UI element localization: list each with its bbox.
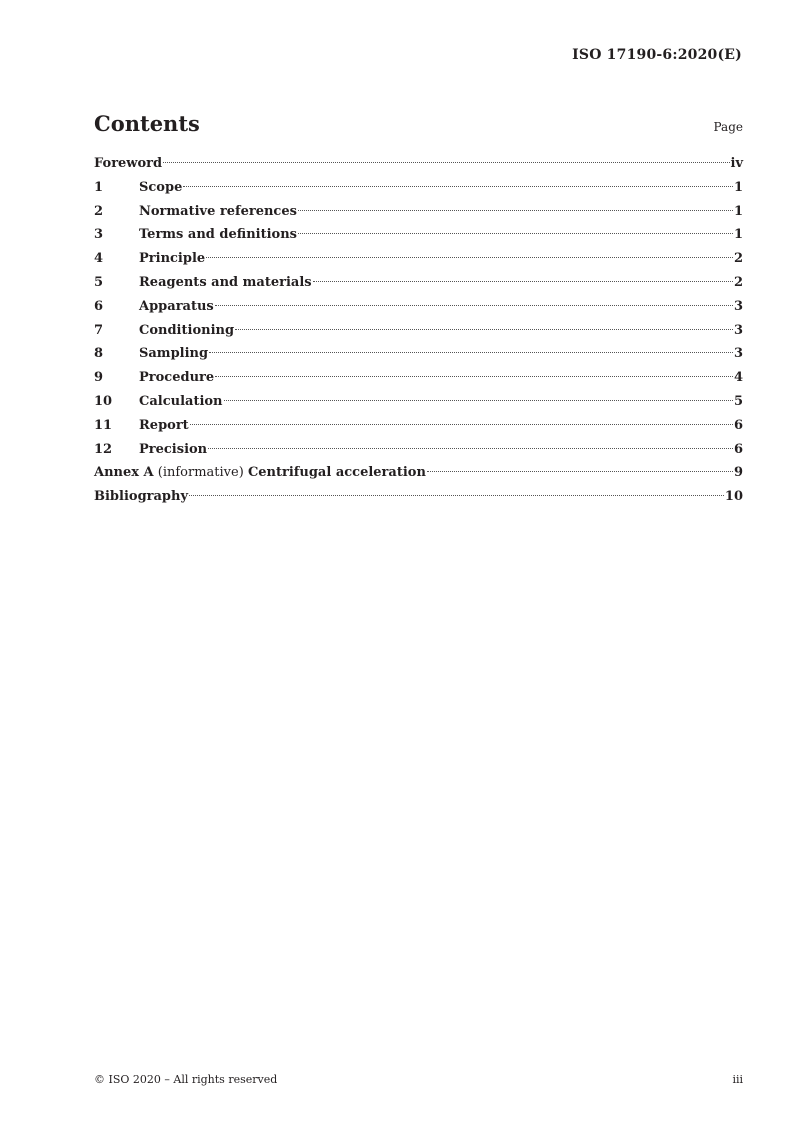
dot-leader xyxy=(298,232,733,234)
toc-entry-sampling[interactable] xyxy=(94,344,743,368)
document-identifier: ISO 17190-6:2020(E) xyxy=(572,47,742,63)
toc-entry-number: 2 xyxy=(94,203,104,219)
toc-entry-terms-and-definitions[interactable] xyxy=(94,225,743,249)
table-of-contents xyxy=(94,154,743,511)
toc-entry-page: 3 xyxy=(733,346,743,362)
toc-entry-scope[interactable] xyxy=(94,178,743,202)
toc-entry-page: 2 xyxy=(733,274,743,290)
dot-leader xyxy=(189,494,724,496)
toc-entry-page: 3 xyxy=(733,322,743,338)
dot-leader xyxy=(215,304,733,306)
toc-entry-page: 10 xyxy=(724,489,743,505)
toc-entry-title: Bibliography xyxy=(94,489,189,505)
dot-leader xyxy=(298,209,733,211)
toc-entry-title: Normative references xyxy=(139,203,297,219)
page-footer xyxy=(94,1073,743,1086)
toc-entry-principle[interactable] xyxy=(94,249,743,273)
toc-entry-annex-note xyxy=(154,463,248,483)
toc-entry-title: Apparatus xyxy=(139,298,214,314)
toc-entry-foreword[interactable] xyxy=(94,154,743,178)
toc-entry-page: 2 xyxy=(733,251,743,267)
dot-leader xyxy=(427,470,733,472)
toc-entry-page: 1 xyxy=(733,227,743,243)
toc-entry-annex-a[interactable] xyxy=(94,463,743,487)
dot-leader xyxy=(215,375,733,377)
toc-entry-page: 1 xyxy=(733,203,743,219)
toc-entry-title: Reagents and materials xyxy=(139,274,312,290)
toc-entry-title: Principle xyxy=(139,251,206,267)
toc-entry-title: Scope xyxy=(139,179,183,195)
toc-entry-number: 4 xyxy=(94,251,104,267)
toc-entry-precision[interactable] xyxy=(94,440,743,464)
toc-entry-number: 11 xyxy=(94,417,113,433)
toc-entry-number: 1 xyxy=(94,179,104,195)
contents-heading xyxy=(94,111,743,136)
toc-entry-number: 5 xyxy=(94,274,104,290)
toc-entry-number: 8 xyxy=(94,346,104,362)
toc-entry-title: Procedure xyxy=(139,370,215,386)
toc-entry-number: 3 xyxy=(94,227,104,243)
toc-entry-title: Foreword xyxy=(94,156,163,171)
toc-entry-title: Precision xyxy=(139,441,208,457)
toc-entry-page: 4 xyxy=(733,370,743,386)
toc-entry-normative-references[interactable] xyxy=(94,202,743,226)
page-number: iii xyxy=(732,1073,743,1086)
toc-entry-page: 5 xyxy=(733,393,743,409)
toc-entry-page: 1 xyxy=(733,179,743,195)
toc-entry-title: Centrifugal acceleration xyxy=(247,465,426,481)
toc-entry-title: Sampling xyxy=(139,346,209,362)
toc-entry-page: 6 xyxy=(733,441,743,457)
dot-leader xyxy=(208,447,733,449)
page-title: Contents xyxy=(94,111,200,136)
dot-leader xyxy=(313,280,733,282)
toc-entry-page: iv xyxy=(730,156,743,171)
dot-leader xyxy=(183,185,733,187)
dot-leader xyxy=(163,161,729,163)
toc-entry-number: 12 xyxy=(94,441,113,457)
dot-leader xyxy=(206,256,733,258)
toc-entry-title: Terms and definitions xyxy=(139,227,297,243)
page-column-label: Page xyxy=(713,120,743,134)
dot-leader xyxy=(209,351,733,353)
toc-entry-number: 10 xyxy=(94,393,113,409)
toc-entry-page: 3 xyxy=(733,298,743,314)
toc-entry-number: 6 xyxy=(94,298,104,314)
toc-entry-number: 7 xyxy=(94,322,104,338)
toc-entry-report[interactable] xyxy=(94,416,743,440)
toc-entry-calculation[interactable] xyxy=(94,392,743,416)
toc-entry-annex-label: Annex A xyxy=(94,465,154,481)
toc-entry-page: 9 xyxy=(733,465,743,481)
toc-entry-bibliography[interactable] xyxy=(94,487,743,511)
copyright-notice: © ISO 2020 – All rights reserved xyxy=(94,1073,278,1086)
toc-entry-title: Report xyxy=(139,417,189,433)
dot-leader xyxy=(190,423,733,425)
annex-note-text: (informative) xyxy=(157,465,244,481)
dot-leader xyxy=(235,328,733,330)
toc-entry-apparatus[interactable] xyxy=(94,297,743,321)
dot-leader xyxy=(224,399,733,401)
toc-entry-title: Calculation xyxy=(139,393,223,409)
toc-entry-reagents-and-materials[interactable] xyxy=(94,273,743,297)
toc-entry-page: 6 xyxy=(733,417,743,433)
toc-entry-conditioning[interactable] xyxy=(94,321,743,345)
toc-entry-number: 9 xyxy=(94,370,104,386)
toc-entry-procedure[interactable] xyxy=(94,368,743,392)
toc-entry-title: Conditioning xyxy=(139,322,235,338)
